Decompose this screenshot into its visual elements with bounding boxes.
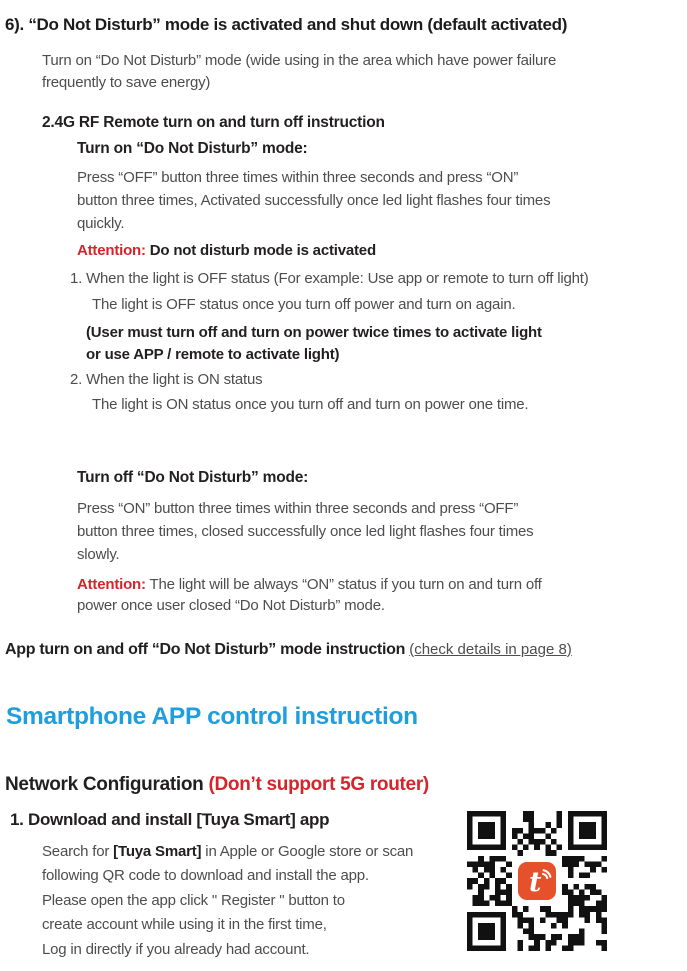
turn-on-heading: Turn on “Do Not Disturb” mode: — [77, 140, 308, 157]
text-line: (User must turn off and turn on power twice times to activate light — [86, 324, 542, 341]
turn-on-body — [77, 166, 550, 235]
text-line: slowly. — [77, 546, 120, 563]
attention-text: The light will be always “ON” status if you turn on and turn off — [145, 576, 542, 593]
text-line: Please open the app click " Register " button to — [42, 891, 345, 909]
page-8-reference-link[interactable]: (check details in page 8) — [409, 641, 572, 658]
smartphone-section-title: Smartphone APP control instruction — [6, 703, 418, 730]
svg-text:t: t — [529, 867, 542, 898]
attention-closed — [77, 574, 542, 616]
text-line: Press “ON” button three times within three seconds and press “OFF” — [77, 500, 519, 517]
network-configuration-label: Network Configuration — [5, 774, 209, 795]
text-line: create account while using it in the first time, — [42, 916, 327, 934]
app-dnd-note-text: App turn on and off “Do Not Disturb” mode instruction — [5, 641, 410, 658]
text-line: or use APP / remote to activate light) — [86, 346, 340, 363]
attention-label: Attention: — [77, 242, 146, 259]
list-item-2-detail: The light is ON status once you turn off and turn on power one time. — [92, 396, 529, 413]
text-line: frequently to save energy) — [42, 74, 211, 91]
text-line: Press “OFF” button three times within three seconds and press “ON” — [77, 169, 519, 186]
router-warning: (Don’t support 5G router) — [208, 774, 429, 795]
step1-body — [42, 840, 413, 962]
attention-text: Do not disturb mode is activated — [145, 242, 376, 259]
list-item-1-detail: The light is OFF status once you turn off power and turn on again. — [92, 296, 516, 313]
network-configuration-heading — [5, 774, 429, 796]
list-item-1-note — [86, 322, 542, 366]
app-dnd-note — [5, 641, 572, 659]
text-line: Turn on “Do Not Disturb” mode (wide using in the area which have power failure — [42, 52, 557, 69]
attention-label: Attention: — [77, 576, 146, 593]
rf-remote-heading: 2.4G RF Remote turn on and turn off instruction — [42, 114, 385, 131]
turn-off-heading: Turn off “Do Not Disturb” mode: — [77, 469, 309, 486]
tuya-logo-icon — [518, 862, 556, 900]
dnd-intro-paragraph — [42, 50, 556, 94]
text-line: button three times, Activated successfully once led light flashes four times — [77, 192, 551, 209]
text-line: power once user closed “Do Not Disturb” mode. — [77, 597, 385, 614]
tuya-smart-app-name: [Tuya Smart] — [113, 843, 202, 860]
dnd-section-title: 6). “Do Not Disturb” mode is activated and shut down (default activated) — [5, 15, 568, 34]
list-item-1: 1. When the light is OFF status (For example: Use app or remote to turn off light) — [70, 270, 589, 287]
attention-activated — [77, 242, 376, 259]
step1-heading: 1. Download and install [Tuya Smart] app — [10, 810, 330, 829]
list-item-2: 2. When the light is ON status — [70, 371, 263, 388]
text-line: Search for [Tuya Smart] in Apple or Google store or scan — [42, 843, 414, 860]
tuya-app-qr-code — [467, 811, 607, 951]
turn-off-body — [77, 497, 533, 566]
text-line: quickly. — [77, 215, 125, 232]
text-line: Log in directly if you already had account. — [42, 940, 310, 958]
text-line — [77, 574, 542, 595]
text-line: following QR code to download and install the app. — [42, 867, 369, 885]
text-line: button three times, closed successfully once led light flashes four times — [77, 523, 534, 540]
